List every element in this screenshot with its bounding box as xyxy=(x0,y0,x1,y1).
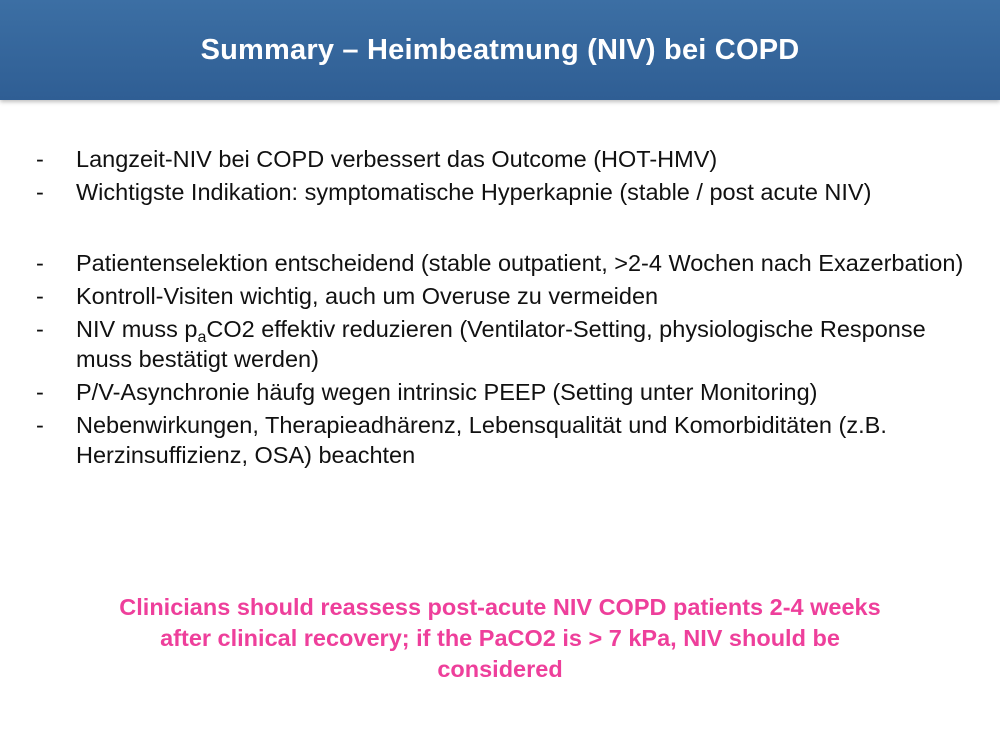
slide-title: Summary – Heimbeatmung (NIV) bei COPD xyxy=(200,33,800,66)
bullet-dash: - xyxy=(36,146,44,172)
bullet-text-before: NIV muss p xyxy=(76,316,198,342)
bullet-text: P/V-Asynchronie häufg wegen intrinsic PEEP (Setting unter Monitoring) xyxy=(76,379,818,405)
bullet-item xyxy=(36,144,966,174)
bullet-text: Nebenwirkungen, Therapieadhärenz, Lebensqualität und Komorbiditäten (z.B. Herzinsuffizienz, OSA) beachten xyxy=(76,412,887,468)
bullet-dash: - xyxy=(36,250,44,276)
bullet-text: Wichtigste Indikation: symptomatische Hyperkapnie (stable / post acute NIV) xyxy=(76,179,872,205)
bullet-dash: - xyxy=(36,379,44,405)
bullet-dash: - xyxy=(36,316,44,342)
bullet-text: Langzeit-NIV bei COPD verbessert das Outcome (HOT-HMV) xyxy=(76,146,718,172)
bullet-list xyxy=(36,144,966,470)
bullet-item xyxy=(36,410,966,470)
bullet-dash: - xyxy=(36,179,44,205)
title-bar xyxy=(0,0,1000,100)
bullet-item xyxy=(36,281,966,311)
bullet-dash: - xyxy=(36,283,44,309)
callout-recommendation xyxy=(0,592,1000,685)
bullet-item xyxy=(36,377,966,407)
bullet-text: Kontroll-Visiten wichtig, auch um Overuse zu vermeiden xyxy=(76,283,659,309)
bullet-text-after: CO2 effektiv reduzieren (Ventilator-Setting, physiologische Response muss bestätigt werden) xyxy=(76,316,926,372)
bullet-item xyxy=(36,314,966,374)
bullet-item xyxy=(36,177,966,207)
callout-line-3: considered xyxy=(437,656,563,682)
bullet-item xyxy=(36,248,966,278)
callout-line-2: after clinical recovery; if the PaCO2 is > 7 kPa, NIV should be xyxy=(160,625,840,651)
callout-line-1: Clinicians should reassess post-acute NIV COPD patients 2-4 weeks xyxy=(119,594,881,620)
bullet-dash: - xyxy=(36,412,44,438)
bullet-text xyxy=(76,316,926,372)
subscript-a: a xyxy=(197,329,207,346)
bullet-text: Patientenselektion entscheidend (stable outpatient, >2-4 Wochen nach Exazerbation) xyxy=(76,250,964,276)
slide-content xyxy=(36,144,966,473)
